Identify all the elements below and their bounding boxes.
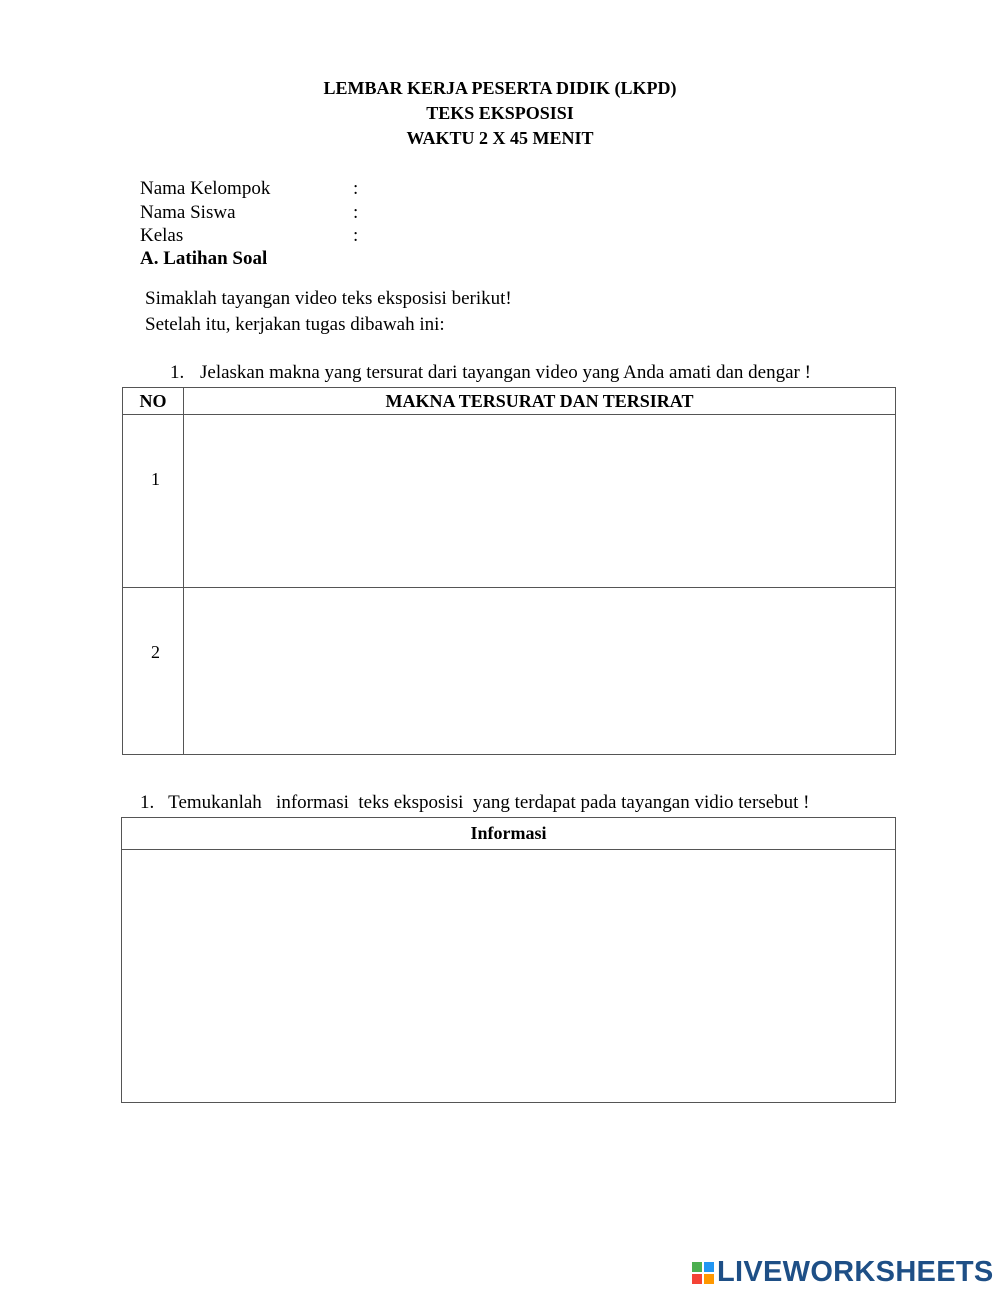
question-2	[140, 792, 810, 814]
instructions	[145, 286, 512, 338]
question-1-text: Jelaskan makna yang tersurat dari tayangan video yang Anda amati dan dengar !	[200, 362, 811, 383]
logo-text: LIVEWORKSHEETS	[717, 1256, 994, 1288]
logo-squares-icon	[692, 1262, 714, 1284]
makna-table-header	[123, 388, 896, 415]
informasi-answer-cell[interactable]	[122, 850, 896, 1103]
document-title	[0, 76, 1000, 151]
title-line-2: TEKS EKSPOSISI	[426, 103, 574, 123]
instruction-line-1: Simaklah tayangan video teks eksposisi berikut!	[145, 288, 512, 309]
makna-table	[122, 387, 896, 755]
logo-square	[704, 1262, 714, 1272]
identity-label: Kelas	[140, 225, 184, 246]
table-row	[123, 415, 896, 588]
question-2-text: Temukanlah informasi teks eksposisi yang terdapat pada tayangan vidio tersebut !	[168, 792, 810, 813]
logo-square	[692, 1262, 702, 1272]
answer-cell[interactable]	[184, 415, 896, 588]
identity-colon: :	[353, 201, 359, 223]
identity-row-kelompok	[140, 177, 373, 201]
table-row	[122, 850, 896, 1103]
identity-row-kelas	[140, 224, 373, 248]
table-row	[123, 588, 896, 755]
logo-square	[692, 1274, 702, 1284]
column-header-no: NO	[123, 388, 184, 415]
column-header-makna: MAKNA TERSURAT DAN TERSIRAT	[184, 388, 896, 415]
identity-colon: :	[353, 225, 359, 246]
identity-row-siswa	[140, 201, 373, 225]
identity-label: Nama Siswa	[140, 201, 236, 223]
informasi-table-header	[122, 818, 896, 850]
identity-label: Nama Kelompok	[140, 178, 271, 199]
question-1-number: 1.	[170, 362, 185, 383]
question-2-number: 1.	[140, 792, 155, 813]
informasi-table	[121, 817, 896, 1103]
row-number: 1	[151, 469, 160, 489]
section-heading: A. Latihan Soal	[140, 248, 268, 269]
identity-fields	[140, 177, 373, 248]
logo-square	[704, 1274, 714, 1284]
row-number: 2	[151, 642, 160, 662]
title-line-1: LEMBAR KERJA PESERTA DIDIK (LKPD)	[323, 78, 677, 98]
title-line-3: WAKTU 2 X 45 MENIT	[406, 128, 594, 148]
row-number-cell	[123, 415, 184, 588]
question-1	[170, 362, 811, 384]
instruction-line-2: Setelah itu, kerjakan tugas dibawah ini:	[145, 314, 445, 335]
row-number-cell	[123, 588, 184, 755]
answer-cell[interactable]	[184, 588, 896, 755]
liveworksheets-logo	[692, 1256, 994, 1289]
identity-colon: :	[353, 178, 359, 199]
column-header-informasi: Informasi	[122, 818, 896, 850]
